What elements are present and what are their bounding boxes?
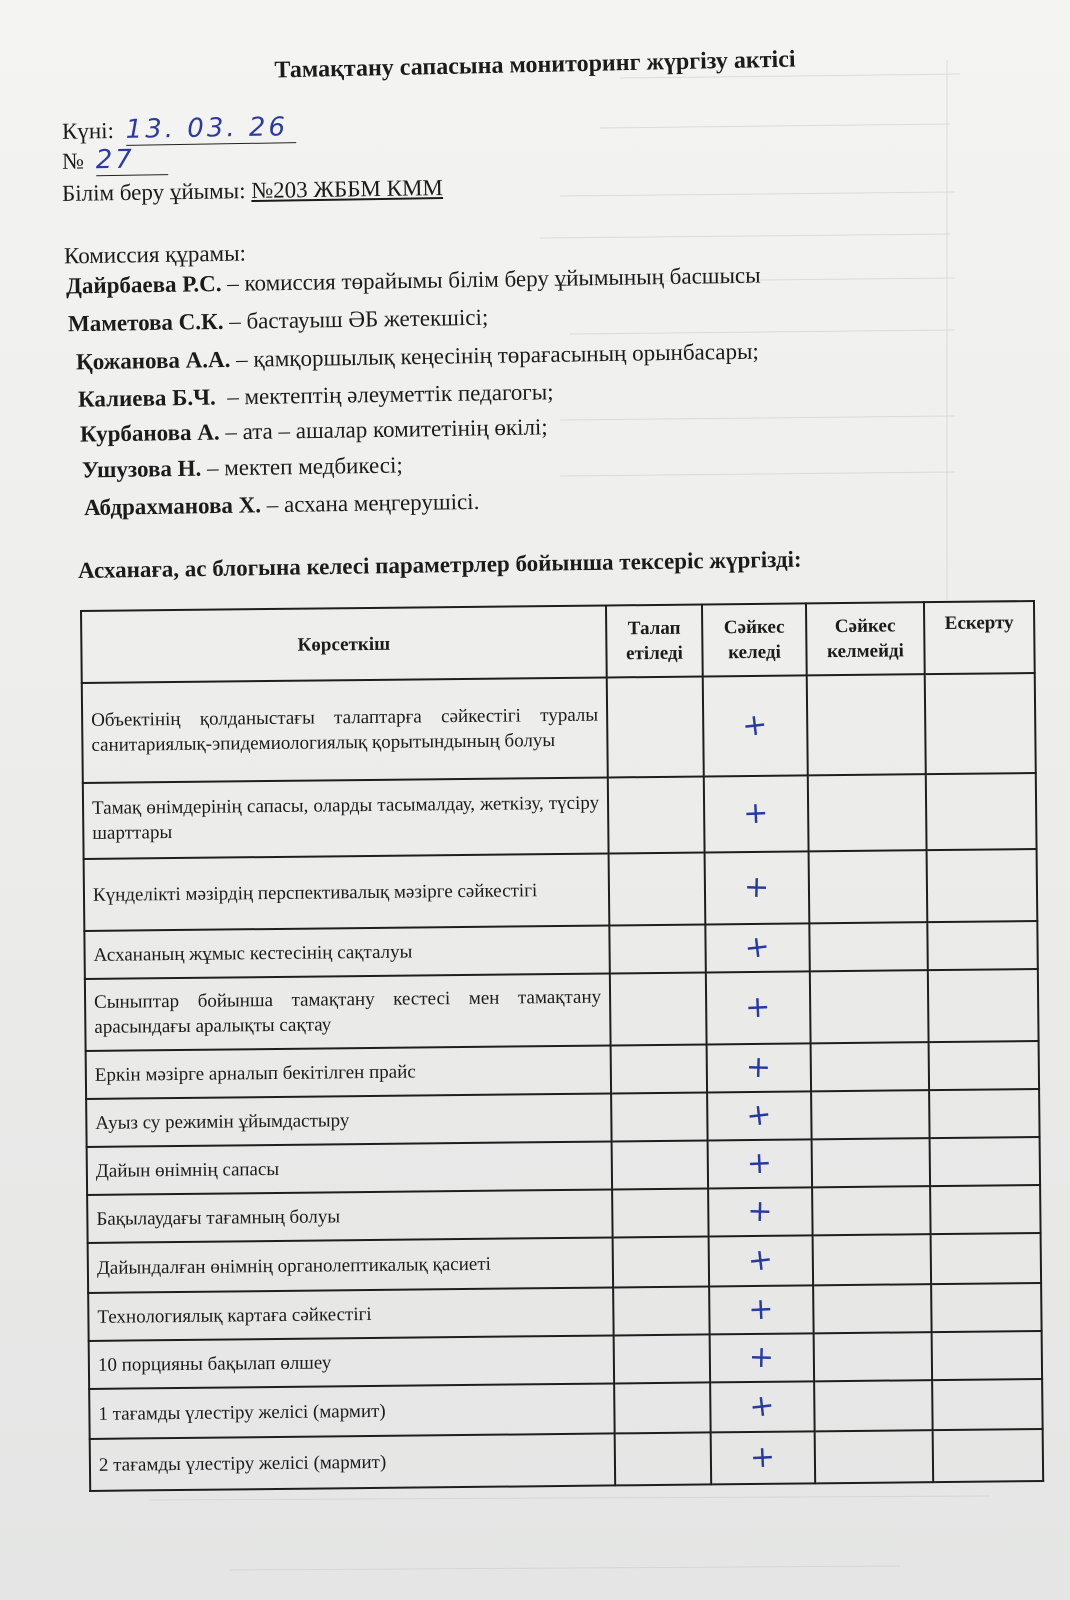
indicator-cell: 2 тағамды үлестіру желісі (мармит) <box>90 1433 616 1490</box>
indicator-cell: Дайын өнімнің сапасы <box>87 1141 612 1194</box>
handwritten-plus-mark: + <box>747 1291 775 1328</box>
complies-cell <box>707 1043 811 1092</box>
indicator-cell: Асхананың жұмыс кестесінің сақталуы <box>84 925 609 978</box>
indicator-cell: 10 порцияны бақылап өлшеу <box>89 1335 614 1388</box>
header-note: Ескерту <box>924 601 1035 674</box>
document-title: Тамақтану сапасына мониторинг жүргізу актісі <box>274 46 796 84</box>
table-row <box>84 849 1038 931</box>
handwritten-plus-mark: + <box>749 1439 777 1476</box>
required-cell <box>611 1044 707 1093</box>
handwritten-plus-mark: + <box>742 795 770 832</box>
table-row <box>83 773 1037 859</box>
required-cell <box>612 1140 708 1189</box>
handwritten-plus-mark: + <box>743 869 770 906</box>
handwritten-plus-mark: + <box>746 1145 774 1182</box>
commission-label: Комиссия құрамы: <box>63 240 247 269</box>
member-name: Дайрбаева Р.С. <box>65 271 222 299</box>
required-cell <box>614 1334 710 1383</box>
member-name: Ушузова Н. <box>81 455 202 483</box>
required-cell <box>614 1382 711 1433</box>
required-cell <box>608 776 705 853</box>
handwritten-plus-mark: + <box>745 1049 772 1086</box>
member-name: Курбанова А. <box>79 419 220 447</box>
note-cell <box>929 1041 1039 1090</box>
required-cell <box>609 924 705 973</box>
required-cell <box>612 1188 708 1237</box>
not-complies-cell <box>811 1042 929 1091</box>
not-complies-cell <box>807 674 926 775</box>
date-field <box>125 112 295 146</box>
indicator-cell: Дайындалған өнімнің органолептикалық қасиеті <box>88 1237 613 1292</box>
complies-cell <box>711 1431 816 1484</box>
indicator-cell: Бақылаудағы тағамның болуы <box>87 1189 612 1242</box>
member-role: – ата – ашалар комитетінің өкілі; <box>219 414 548 445</box>
complies-cell <box>710 1333 814 1382</box>
inspection-table <box>80 600 1044 1492</box>
header-indicator: Көрсеткіш <box>81 605 607 682</box>
member-row <box>82 452 403 483</box>
not-complies-cell <box>808 774 927 851</box>
member-name: Қожанова А.А. <box>75 346 231 375</box>
note-cell <box>927 921 1037 970</box>
not-complies-cell <box>812 1138 930 1187</box>
member-name: Абдрахманова Х. <box>83 492 262 521</box>
complies-cell <box>706 971 811 1044</box>
member-role: – қамқоршылық кеңесінің төрағасының орынбасары; <box>230 338 759 372</box>
organization-label: Білім беру ұйымы: <box>61 178 246 206</box>
member-role: – мектеп медбикесі; <box>201 452 403 481</box>
member-role: – мектептің әлеуметтік педагогы; <box>215 379 554 410</box>
number-label: № <box>61 148 85 174</box>
table-row <box>90 1429 1043 1491</box>
indicator-cell: Тамақ өнімдерінің сапасы, оларды тасымалдау, жеткізу, түсіру шарттары <box>83 777 609 858</box>
header-complies: Сәйкес келеді <box>702 603 807 676</box>
not-complies-cell <box>813 1234 932 1285</box>
handwritten-plus-mark: + <box>744 1096 774 1135</box>
member-role: – бастауыш ӘБ жетекшісі; <box>223 304 489 334</box>
handwritten-plus-mark: + <box>744 989 772 1026</box>
note-cell <box>929 1089 1039 1138</box>
note-cell <box>932 1331 1042 1380</box>
note-cell <box>930 1185 1040 1234</box>
note-cell <box>927 849 1038 922</box>
handwritten-plus-mark: + <box>747 1387 777 1426</box>
not-complies-cell <box>815 1430 934 1483</box>
not-complies-cell <box>811 1090 929 1139</box>
complies-cell <box>705 851 810 924</box>
number-field <box>95 144 167 176</box>
note-cell <box>930 1137 1040 1186</box>
date-row <box>62 112 296 147</box>
indicator-cell: Ауыз су режимін ұйымдастыру <box>86 1093 611 1146</box>
indicator-cell: Сыныптар бойынша тамақтану кестесі мен тамақтану арасындағы аралықты сақтау <box>85 973 611 1050</box>
not-complies-cell <box>813 1284 931 1333</box>
handwritten-plus-mark: + <box>743 928 773 967</box>
complies-cell <box>703 675 808 776</box>
required-cell <box>615 1432 712 1485</box>
handwritten-plus-mark: + <box>740 706 770 745</box>
not-complies-cell <box>809 850 928 923</box>
required-cell <box>611 1092 707 1141</box>
complies-cell <box>709 1235 814 1286</box>
note-cell <box>933 1429 1044 1482</box>
handwritten-plus-mark: + <box>746 1241 776 1280</box>
note-cell <box>928 969 1039 1042</box>
required-cell <box>607 676 704 777</box>
note-cell <box>931 1233 1042 1284</box>
note-cell <box>926 773 1037 850</box>
organization-value: №203 ЖББМ КММ <box>251 175 444 204</box>
indicator-cell: Күнделікті мәзірдің перспективалық мәзірге сәйкестігі <box>84 853 610 930</box>
complies-cell <box>708 1187 812 1236</box>
required-cell <box>613 1236 710 1287</box>
header-not-complies: Сәйкес келмейді <box>806 602 925 675</box>
note-cell <box>931 1283 1041 1332</box>
table-heading: Асханаға, ас блогына келесі параметрлер бойынша тексеріс жүргізді: <box>77 546 802 583</box>
complies-cell <box>710 1381 815 1432</box>
complies-cell <box>707 1091 811 1140</box>
complies-cell <box>704 775 809 852</box>
not-complies-cell <box>814 1332 932 1381</box>
date-label: Күні: <box>61 118 115 144</box>
handwritten-plus-mark: + <box>747 1193 774 1230</box>
table-row <box>85 969 1039 1051</box>
indicator-cell: Объектінің қолданыстағы талаптарға сәйкестігі туралы санитариялық-эпидемиологиялық қорытындының болуы <box>82 677 608 782</box>
not-complies-cell <box>809 922 927 971</box>
indicator-cell: Технологиялық картаға сәйкестігі <box>88 1287 613 1340</box>
handwritten-plus-mark: + <box>748 1339 775 1376</box>
indicator-cell: 1 тағамды үлестіру желісі (мармит) <box>89 1383 614 1438</box>
date-value: 13. 03. 26 <box>125 112 289 145</box>
indicator-cell: Еркін мәзірге арналып бекітілген прайс <box>86 1045 611 1098</box>
number-value: 27 <box>95 144 136 176</box>
not-complies-cell <box>812 1186 930 1235</box>
table-header-row <box>81 601 1035 683</box>
table-row <box>82 673 1036 783</box>
required-cell <box>609 852 706 925</box>
member-name: Калиева Б.Ч. <box>77 384 216 412</box>
member-role: – комиссия төрайымы білім беру ұйымының басшысы <box>221 262 761 297</box>
member-role: – асхана меңгерушісі. <box>260 488 480 518</box>
number-row <box>62 144 168 177</box>
complies-cell <box>705 923 809 972</box>
header-required: Талап етіледі <box>606 604 703 677</box>
required-cell <box>610 972 707 1045</box>
note-cell <box>932 1379 1043 1430</box>
member-name: Маметова С.К. <box>67 308 224 337</box>
not-complies-cell <box>810 970 929 1043</box>
not-complies-cell <box>814 1380 933 1431</box>
required-cell <box>613 1286 709 1335</box>
complies-cell <box>709 1285 813 1334</box>
note-cell <box>925 673 1036 774</box>
complies-cell <box>708 1139 812 1188</box>
